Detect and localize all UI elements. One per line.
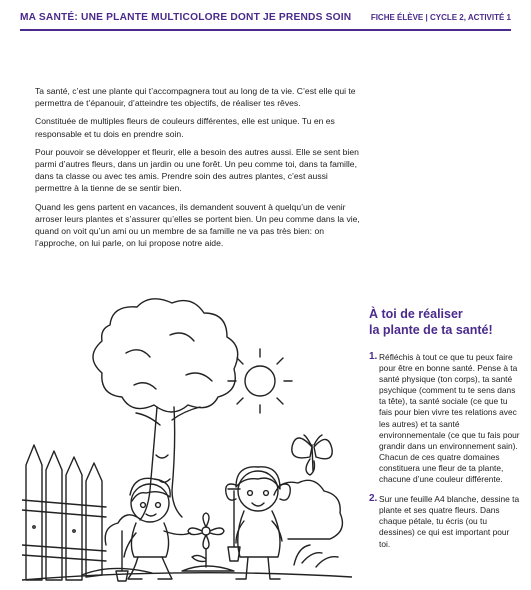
flower-icon — [182, 513, 234, 571]
step-number: 1. — [369, 351, 378, 362]
intro-paragraph: Pour pouvoir se développer et fleurir, elle a besoin des autres aussi. Elle se sent bien parmi d’autres fleurs, dans un jardin ou une forêt. Un peu comme toi, dans ta famille, dans ta classe ou avec tes amis. Prendre soin des autres plantes, c’est aussi permettre à la tienne de se sentir bien. — [35, 146, 359, 194]
intro-text — [35, 85, 365, 255]
activity-title-line: À toi de réaliser — [369, 307, 463, 321]
sun-icon — [228, 349, 292, 413]
fence-icon — [22, 445, 106, 580]
intro-paragraph: Constituée de multiples fleurs de couleurs différentes, elle est unique. Tu en es responsable et tu dois en prendre soin. — [35, 116, 335, 139]
header-divider — [20, 29, 511, 31]
instruction-step-2 — [369, 494, 521, 549]
coloring-illustration — [22, 295, 352, 585]
tree-icon — [93, 299, 238, 520]
activity-title — [369, 306, 519, 338]
page-title: MA SANTÉ: UNE PLANTE MULTICOLORE DONT JE PRENDS SOIN — [20, 12, 352, 23]
intro-paragraph: Quand les gens partent en vacances, ils demandent souvent à quelqu’un de venir arroser leurs plantes et s’assurer qu’elles se portent bien. Un peu comme dans la vie, quand on voit qu’un ami ou un membre de sa famille ne va pas très bien: on l’approche, on lui parle, on lui propose notre aide. — [35, 201, 360, 249]
instruction-step-1 — [369, 352, 521, 485]
step-text: Sur une feuille A4 blanche, dessine ta plante et ses quatre fleurs. Dans chaque pétale, tu écris (ou tu dessines) ce qui est important pour toi. — [379, 494, 520, 549]
instruction-list — [369, 352, 521, 559]
butterfly-icon — [292, 435, 332, 475]
page-header — [20, 10, 511, 28]
worksheet-label: FICHE ÉLÈVE | CYCLE 2, ACTIVITÉ 1 — [370, 13, 511, 22]
step-text: Réfléchis à tout ce que tu peux faire pour être en bonne santé. Pense à ta santé physique (ton corps), ta santé psychique (comment tu te sens dans ta tête), ta santé sociale (ce que tu fais pour bien vivre tes relations avec les autres) et ta santé environnementale (ce que tu fais pour grandir dans un environnement sain). Chacun de ces quatre domaines constituera une fleur de ta plante, chacune d’une couleur différente. — [379, 352, 520, 485]
step-number: 2. — [369, 493, 378, 505]
girl-icon — [226, 467, 291, 579]
intro-paragraph: Ta santé, c’est une plante qui t’accompagnera tout au long de ta vie. C’est elle qui te permettra de t’épanouir, d’atteindre tes objectifs, de réaliser tes rêves. — [35, 86, 356, 109]
boy-icon — [116, 478, 190, 581]
activity-title-line: la plante de ta santé! — [369, 323, 493, 337]
coloring-page-icon — [22, 295, 352, 585]
